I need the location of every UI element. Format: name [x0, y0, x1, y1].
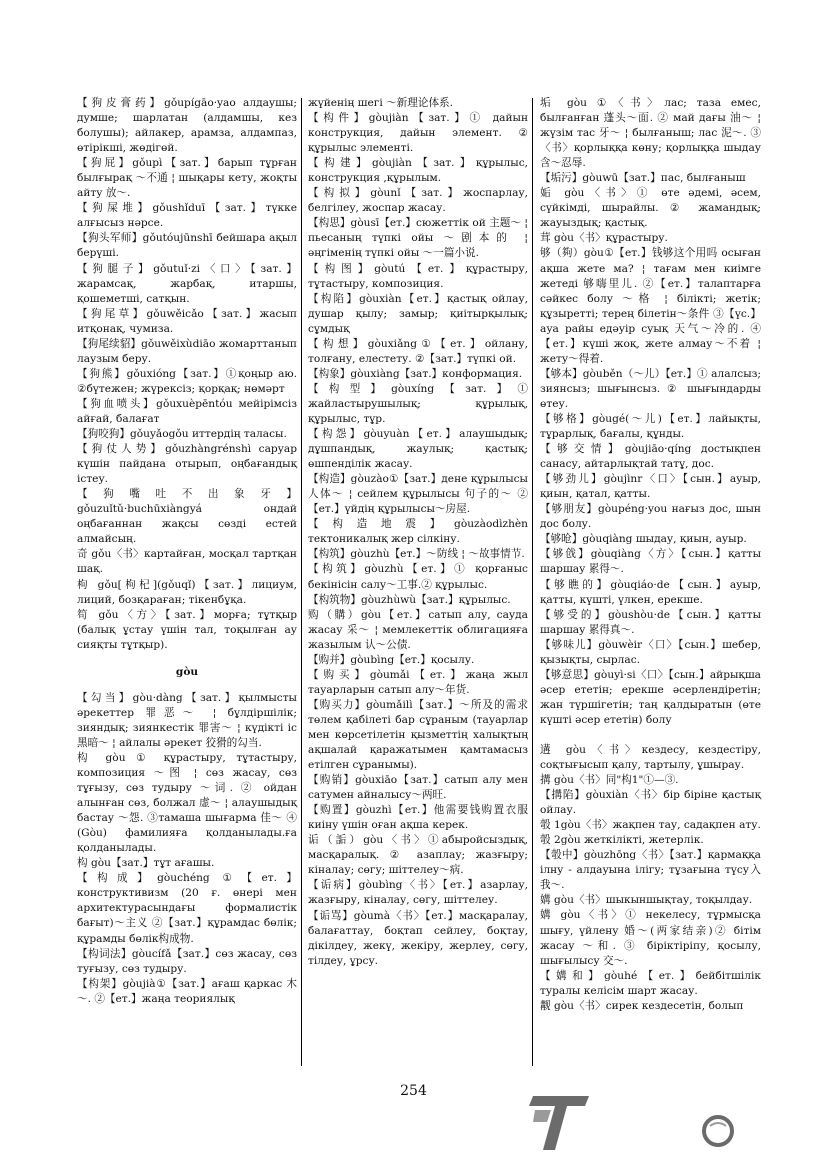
dictionary-entry: 茸 gòu〈书〉құрастыру.	[540, 232, 668, 245]
dictionary-entry: 【媾和】gòuhé【ет.】бейбітшілік туралы келісім шарт жасау.	[540, 969, 761, 997]
dictionary-entry: 【购置】gòuzhì【ет.】他需要钱购置衣服 киіну үшін оған ақша керек.	[308, 804, 528, 832]
dictionary-entry: 【构拟】gòunǐ【зат.】жоспарлау, белгілеу, жоспар жасау.	[308, 187, 528, 215]
dictionary-entry: 购（購）gòu【ет.】сатып алу, сауда жасау 采～ ¦ мемлекеттік облигацияға жазылым 认～公债.	[308, 608, 528, 651]
dictionary-entry: 【狗腿子】gǒutuǐ·zi〈口〉【зат.】жарамсақ, жарбақ, итаршы, қошеметші, сатқын.	[77, 262, 297, 305]
dictionary-entry: 奇 gǒu〈书〉картайған, мосқал тартқан шақ.	[77, 548, 297, 576]
dictionary-entry: 【狗血喷头】gǒuxuèpēntóu мейірімсіз айғай, балағат	[77, 397, 297, 425]
dictionary-entry: 【构筑物】gòuzhùwù【зат.】құрылыс.	[308, 593, 511, 606]
dictionary-entry: 【构想】gòuxiǎng①【ет.】ойлану, толғану, елестету. ②【зат.】түпкі ой.	[308, 337, 528, 365]
dictionary-entry: 彀 2gòu жеткілікті, жетерлік.	[540, 834, 704, 847]
dictionary-entry: 媾 gòu〈书〉шыкыншықтау, тоқылдау.	[540, 894, 753, 907]
entries-block-1	[540, 96, 761, 728]
dictionary-entry: 【构筑】gòuzhù【ет.】～防线 ¦ ～故事情节.	[308, 548, 525, 561]
dictionary-entry: 【够受的】gòushòu·de【сын.】қатты шаршау 累得真～.	[540, 608, 761, 636]
dictionary-entry: 【狗熊】gǒuxióng【зат.】①қоңыр аю. ②бүтежен; жүрексіз; қорқақ; нөмәрт	[77, 367, 297, 395]
dictionary-entry: 【构图】gòutú【ет.】құрастыру, тұтастыру, композиция.	[308, 262, 528, 290]
dictionary-entry: 【够戗】gòuqiàng〈方〉【сын.】қатты шаршау 累得～.	[540, 548, 761, 576]
section-heading: gòu	[175, 665, 199, 678]
dictionary-entry: 【构件】gòujiàn【зат.】① дайын конструкция, дайын элемент. ② құрылыс элементі.	[308, 112, 528, 155]
dictionary-entry: 【构筑】gòuzhù【ет.】① қорғаныс бекінісін салу～工事.② құрылыс.	[308, 563, 528, 591]
dictionary-entry: 【狗皮膏药】gǒupígāo·yao алдаушы; думше; шарлатан (алдамшы, кез болушы); айлакер, арамза, алдампаз, өтірікші, жөдігөй.	[77, 97, 297, 155]
termincom-logo	[523, 1092, 823, 1164]
column-1	[77, 96, 297, 1007]
column-divider	[532, 98, 533, 1066]
dictionary-entry: 【构词法】gòucífǎ【зат.】сөз жасау, сөз туғызу, сөз тудыру.	[77, 947, 297, 975]
entries-block-2	[77, 691, 297, 1007]
dictionary-entry: 【够意思】gòuyì·si〈口〉【сын.】айрықша әсер ететін; ерекше әсерлендіретін; жан түршігетін; таң қалдыратын (өте күшті әсер ететін) болу	[540, 668, 761, 726]
dictionary-entry: 【够瞧的】gòuqiáo·de【сын.】ауыр, қатты, күшті, үлкен, ерекше.	[540, 578, 761, 606]
dictionary-entry: 【构成】gòuchéng ①【ет.】конструктивизм (20 ғ. өнері мен архитектурасындағы формалистік бағыт)～主义 ②【зат.】құрамдас бөлік; құрамды бөлік构成物.	[77, 872, 297, 945]
column-3	[540, 96, 761, 1014]
entries-block	[308, 96, 528, 969]
entries-block-1	[77, 96, 297, 653]
dictionary-entry: жүйенің шегі ～新理论体系.	[308, 97, 454, 109]
dictionary-entry: 【购并】gòubìng【ет.】қосылу.	[308, 653, 475, 666]
dictionary-entry: 【狗头军师】gǒutóujūnshī бейшара ақыл берүші.	[77, 232, 297, 260]
dictionary-entry: 【诟病】gòubìng〈书〉【ет.】азарлау, жазғыру, кіналау, сөгу, шіттелеу.	[308, 879, 528, 907]
dictionary-entry: 【勾当】gòu·dàng【зат.】қылмысты әрекеттер 罪恶～ ¦ бұлдіршілік; зияндық; зиянкестік 罪害～ ¦ күдікті іс 黑暗～ ¦ айлалы әрекет 狡猾的勾当.	[77, 691, 297, 749]
dictionary-entry: 【构造】gòuzào①【зат.】дене құрылысы 人体～ ¦ сейлем құрылысы 句子的～ ②【ет.】үйдің құрылысы～房屋.	[308, 473, 528, 516]
dictionary-entry: 【彀中】gòuzhōng〈书〉【зат.】қармаққа ілну - алдауына ілігу; тұзағына түсу入我～.	[540, 849, 761, 892]
dictionary-entry: 【搆陷】gòuxiàn〈书〉бір біріне қастық ойлау.	[540, 789, 761, 817]
dictionary-entry: 【构造地震】gòuzàodìzhèn тектоникалық жер сілкіну.	[308, 518, 528, 546]
dictionary-entry: 觏 gòu〈书〉сирек кездесетін, болып	[540, 999, 744, 1012]
entries-block-2	[540, 743, 761, 1014]
dictionary-entry: 诟（詬）gòu〈书〉①абыройсыздық, масқаралық. ② азаплау; жазғыру; кіналау; сөгу; шіттелеу～病.	[308, 834, 528, 877]
page-number: 254	[400, 1083, 427, 1099]
dictionary-entry: 够（夠）gòu①【ет.】钱够这个用吗 осыған ақша жете ма? ¦ тағам мен киімге жетеді 够嗨里儿. ②【ет.】талаптарға сәйкес болу ～格 ¦ білікті; жетік; құзыретті; терең білетін～条件 ③【үс.】ауа райы едәуір суық 天气～冷的. ④【ет.】күші жоқ, жете алмау～不着 ¦ жету～得着.	[540, 247, 761, 365]
dictionary-entry: 【狗尾草】gǒuwěicǎo【зат.】жасып итқонақ, чумиза.	[77, 307, 297, 335]
dictionary-entry: 【狗咬狗】gǒuyǎogǒu иттердің таласы.	[77, 428, 287, 441]
dictionary-entry: 姤 gòu〈书〉① өте әдемі, әсем, сүйкімді, шырайлы. ② жамандық; жауыздық; қастық.	[540, 187, 761, 230]
dictionary-entry: 【构型】gòuxíng【зат.】① жайластырушылық; құрылық, құрылыс, тұр.	[308, 382, 528, 425]
dictionary-entry: 垢 gòu ①〈书〉лас; таза емес, былғанған 蓬头～面. ② май дағы 油～ ¦ жүзім тас 牙～ ¦ былғаныш; лас 泥～. ③〈书〉қорлыққа көну; қорлыққа шыдау 含～忍辱.	[540, 97, 761, 170]
logo-globe-icon	[701, 1114, 735, 1148]
dictionary-entry: 笱 gǒu〈方〉【зат.】морға; тұтқыр (балық ұстау үшін тал, тоқылған ау сияқты тұтқыр).	[77, 608, 297, 651]
dictionary-entry: 【垢污】gòuwū【зат.】пас, былғаныш	[540, 172, 746, 185]
dictionary-entry: 【狗仗人势】gǒuzhàngrénshì саруар күшін пайдана отырып, оңбағандық істеу.	[77, 443, 297, 486]
dictionary-entry: 【构架】gòujià①【зат.】ағаш қаркас 木～. ②【ет.】жаңа теориялық	[77, 977, 297, 1005]
dictionary-entry: 【构思】gòusī【ет.】сюжеттік ой 主题～ ¦ пьесаның түпкі ойы ～剧本的 ¦ әңгіменің түпкі ойы ～一篇小说.	[308, 217, 528, 260]
dictionary-entry: 构 gòu ① құрастыру, тұтастыру, композиция ～图 ¦ сөз жасау, сөз тұғызу, сөз тудыру ～词. ② ойдан алынған сөз, болжал 虚～ ¦ алаушыдық бастау ～怨. ③тамаша шығарма 佳～ ④ (Gòu) фамилияға қолданылады.ға қолданылады.	[77, 751, 297, 855]
dictionary-entry: 【够交情】gòujiāo·qíng достықпен санасу, айтарлықтай татұ, дос.	[540, 443, 761, 471]
dictionary-entry: 【构怨】gòuyuàn【ет.】алаушыдық; дұшпандық, жаулық; қастық; өшпенділік жасау.	[308, 428, 528, 471]
dictionary-entry: 【购买力】gòumǎilì【зат.】～所及的需求 төлем қабілеті бар сұраным (тауарлар мен көрсетілетін қызметтің халықтың ақшалай қаражатымен қамтамасыз етілген сұранымы).	[308, 698, 528, 772]
dictionary-entry: 构 gòu【зат.】тұт ағашы.	[77, 857, 215, 870]
dictionary-entry: 【购销】gòuxiāo【зат.】сатып алу мен сатумен айналысу～两旺.	[308, 774, 528, 802]
entry-spacer	[540, 728, 761, 743]
column-2	[308, 96, 528, 969]
dictionary-entry: 【购买】gòumǎi【ет.】жаңа жыл тауарларын сатып алу～年货.	[308, 668, 528, 696]
column-divider	[301, 98, 302, 1066]
dictionary-entry: 【狗嘴吐不出象牙】gǒuzuǐtǔ·buchūxiàngyá ондай оңбағаннан жақсы сөзді естей алмайсың.	[77, 488, 297, 546]
dictionary-entry: 【构陷】gòuxiàn【ет.】қастық ойлау, душар қылу; замыр; қиітырқылық; сұмдық	[308, 292, 528, 335]
dictionary-entry: 【狗尾续貂】gǒuwěixùdiāo жомарттанып лаузым беру.	[77, 337, 297, 365]
dictionary-entry: 【够格】gòugé(～儿)【ет.】лайықты, тұрарлық, бағалы, құнды.	[540, 412, 761, 441]
logo-t-icon	[527, 1092, 591, 1152]
dictionary-entry: 【诟骂】gòumà〈书〉【ет.】масқаралау, балағаттау, боқтап сейлеу, боқтау, дікілдеу, жекү, жекіру, жерлеу, сөгу, тілдеу, ұрсу.	[308, 909, 528, 967]
dictionary-entry: 遘 gòu〈书〉кездесу, кездестіру, соқтығысып қалу, тартылу, ұшырау.	[540, 743, 761, 772]
dictionary-entry: 枸 gǒu[枸杞](gǒuqǐ)【зат.】лициум, лиций, бозқараған; тікенбұқа.	[77, 578, 297, 606]
dictionary-entry: 【构象】gòuxiàng【зат.】конформация.	[308, 367, 523, 380]
dictionary-entry: 【狗屁】gǒupì【зат.】барып тұрған былғырақ ～不通 ¦ шықары кету, жоқты айту 放～.	[77, 157, 297, 200]
dictionary-entry: 【狗屎堆】gǒushǐduī【зат.】түкке алғысыз нәрсе.	[77, 202, 297, 230]
dictionary-entry: 【够呛】gòuqiàng шыдау, қиын, ауыр.	[540, 533, 747, 546]
dictionary-entry: 【够劲儿】gòujìnr〈口〉【сын.】ауыр, қиын, қатал, қатты.	[540, 473, 761, 501]
dictionary-entry: 搆 gòu〈书〉同"构1"①—③.	[540, 774, 679, 787]
dictionary-entry: 【构建】gòujiàn【зат.】құрылыс, конструкция ,құрылым.	[308, 157, 528, 185]
dictionary-entry: 【够味儿】gòuwèir〈口〉【сын.】шебер, қызықты, сырлас.	[540, 638, 761, 666]
dictionary-entry: 【够朋友】gòupéng·you нағыз дос, шын дос болу.	[540, 503, 761, 531]
dictionary-entry: 【够本】gòuběn（～儿）【ет.】① алалсыз; зиянсыз; шығынсыз. ② шығындарды өтеу.	[540, 367, 761, 410]
dictionary-entry: 媾 gòu〈书〉① некелесу, тұрмысқа шығу, үйлену 婚～(两家结亲)② бітім жасау ～和. ③ біріктіріпу, қосылу, шығылысу 交～.	[540, 909, 761, 967]
dictionary-entry: 彀 1gòu〈书〉жақпен тау, садақпен ату.	[540, 819, 761, 832]
